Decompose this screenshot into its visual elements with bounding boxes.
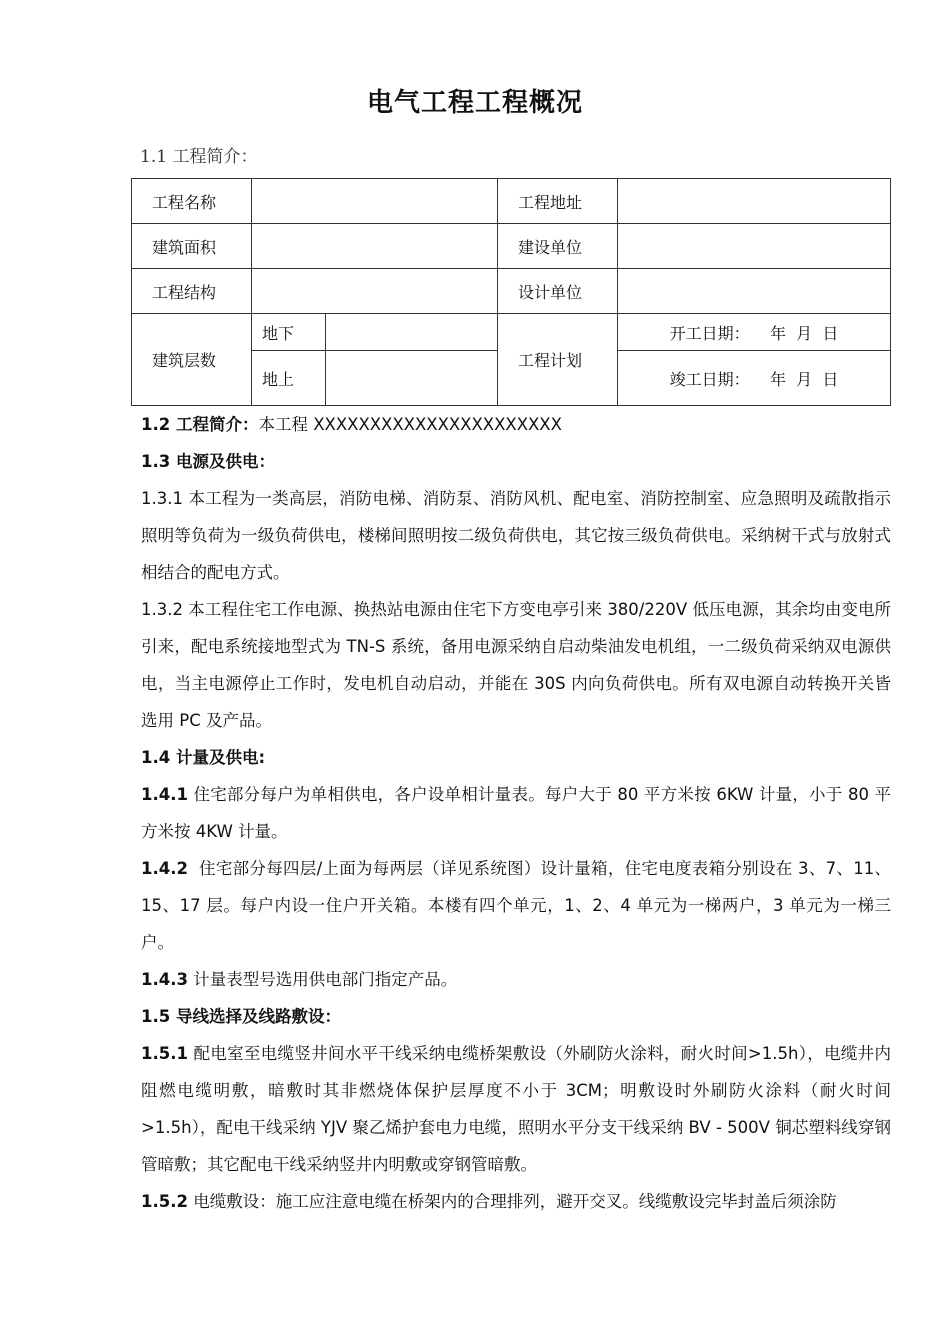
end-date: 竣工日期： 年 月 日	[618, 351, 891, 406]
label-structure: 工程结构	[132, 269, 252, 314]
paragraph: 1.5.2 电缆敷设：施工应注意电缆在桥架内的合理排列，避开交叉。线缆敷设完毕封盖后须涂防	[141, 1192, 837, 1211]
label-project-name: 工程名称	[132, 179, 252, 224]
paragraph: 1.4.1 住宅部分每户为单相供电，各户设单相计量表。每户大于 80 平方米按 6KW 计量，小于 80 平方米按 4KW 计量。	[141, 785, 891, 841]
value-designer	[618, 269, 891, 314]
paragraph: 1.3.1 本工程为一类高层，消防电梯、消防泵、消防风机、配电室、消防控制室、应急照明及疏散指示照明等负荷为一级负荷供电，楼梯间照明按二级负荷供电，其它按三级负荷供电。采纳树干式与放射式相结合的配电方式。	[141, 489, 891, 582]
paragraph: 1.5.1 配电室至电缆竖井间水平干线采纳电缆桥架敷设（外刷防火涂料，耐火时间>1.5h），电缆井内阻燃电缆明敷，暗敷时其非燃烧体保护层厚度不小于 3CM；明敷设时外刷防火涂料（耐火时间>1.5h），配电干线采纳 YJV 聚乙烯护套电力电缆，照明水平分支干线采纳 BV - 500V 铜芯塑料线穿钢管暗敷；其它配电干线采纳竖井内明敷或穿钢管暗敷。	[141, 1044, 891, 1174]
label-building-area: 建筑面积	[132, 224, 252, 269]
label-developer: 建设单位	[498, 224, 618, 269]
table-row	[132, 179, 891, 224]
paragraph: 1.3.2 本工程住宅工作电源、换热站电源由住宅下方变电亭引来 380/220V 低压电源，其余均由变电所引来，配电系统接地型式为 TN-S 系统，备用电源采纳自启动柴油发电机组，一二级负荷采纳双电源供电，当主电源停止工作时，发电机自动启动，并能在 30S 内向负荷供电。所有双电源自动转换开关皆选用 PC 及产品。	[141, 600, 891, 730]
value-aboveground	[325, 351, 497, 406]
label-project-address: 工程地址	[498, 179, 618, 224]
body-text	[141, 406, 891, 1220]
value-building-area	[252, 224, 498, 269]
project-info-table	[131, 178, 891, 406]
paragraph: 1.4.3 计量表型号选用供电部门指定产品。	[141, 970, 458, 989]
label-designer: 设计单位	[498, 269, 618, 314]
value-structure	[252, 269, 498, 314]
label-floors: 建筑层数	[132, 314, 252, 406]
paragraph: 1.2 工程简介：本工程 XXXXXXXXXXXXXXXXXXXXXX	[141, 415, 562, 434]
value-project-address	[618, 179, 891, 224]
value-developer	[618, 224, 891, 269]
paragraph: 1.4.2 住宅部分每四层/上面为每两层（详见系统图）设计量箱，住宅电度表箱分别设在 3、7、11、15、17 层。每户内设一住户开关箱。本楼有四个单元，1、2、4 单元为一梯两户，3 单元为一梯三户。	[141, 859, 891, 952]
paragraph: 1.3 电源及供电：	[141, 452, 275, 471]
section-intro: 1.1 工程简介：	[140, 147, 258, 167]
label-aboveground: 地上	[252, 351, 326, 406]
table-row	[132, 314, 891, 351]
label-underground: 地下	[252, 314, 326, 351]
table-row	[132, 224, 891, 269]
table-row	[132, 269, 891, 314]
page-title: 电气工程工程概况	[366, 88, 583, 118]
value-underground	[325, 314, 497, 351]
value-project-name	[252, 179, 498, 224]
start-date: 开工日期： 年 月 日	[618, 314, 891, 351]
paragraph: 1.4 计量及供电:	[141, 748, 266, 767]
paragraph: 1.5 导线选择及线路敷设：	[141, 1007, 341, 1026]
label-schedule: 工程计划	[498, 314, 618, 406]
